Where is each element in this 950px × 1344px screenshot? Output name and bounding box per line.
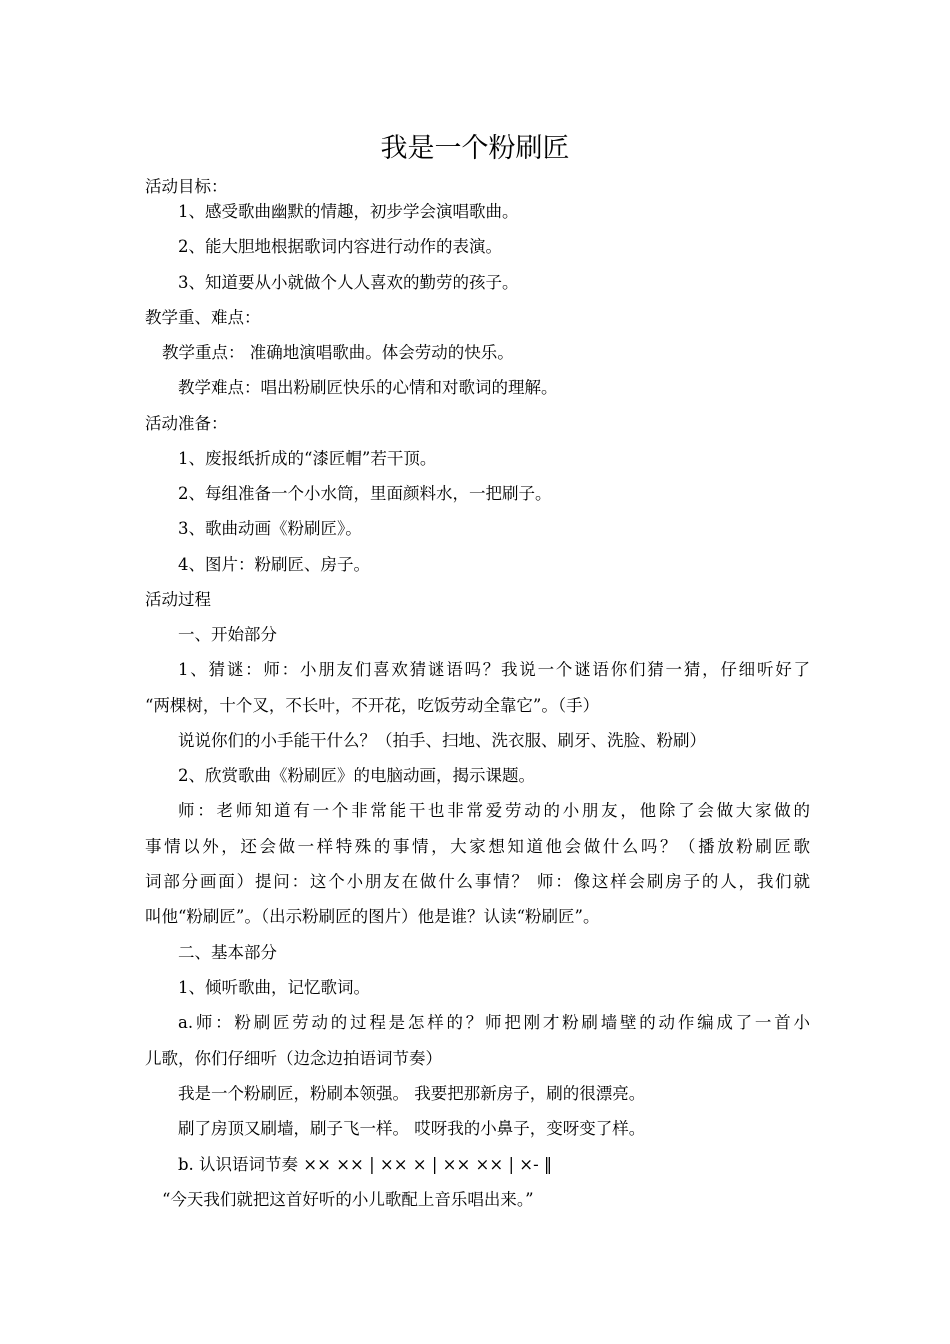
teacher-line-3: 词部分画面）提问：这个小朋友在做什么事情？ 师：像这样会刷房子的人，我们就 bbox=[145, 872, 810, 891]
hands-question: 说说你们的小手能干什么？（拍手、扫地、洗衣服、刷牙、洗脸、粉刷） bbox=[178, 731, 706, 750]
riddle-line-1: 1、猜谜：师：小朋友们喜欢猜谜语吗？我说一个谜语你们猜一猜，仔细听好了 bbox=[178, 660, 810, 679]
step-2: 2、欣赏歌曲《粉刷匠》的电脑动画，揭示课题。 bbox=[178, 766, 535, 785]
part1-heading: 一、开始部分 bbox=[178, 625, 277, 644]
prep-item-1: 1、废报纸折成的“漆匠帽”若干顶。 bbox=[178, 449, 437, 468]
prep-item-3: 3、歌曲动画《粉刷匠》。 bbox=[178, 519, 362, 538]
lyrics-line-1: 我是一个粉刷匠，粉刷本领强。 我要把那新房子，刷的很漂亮。 bbox=[178, 1084, 646, 1103]
prep-item-2: 2、每组准备一个小水筒，里面颜料水，一把刷子。 bbox=[178, 484, 552, 503]
a-line-2: 儿歌，你们仔细听（边念边拍语词节奏） bbox=[145, 1049, 442, 1068]
teacher-line-1: 师：老师知道有一个非常能干也非常爱劳动的小朋友，他除了会做大家做的 bbox=[178, 801, 810, 820]
closing-line: “今天我们就把这首好听的小儿歌配上音乐唱出来。” bbox=[162, 1190, 534, 1209]
process-heading: 活动过程 bbox=[145, 590, 211, 609]
goal-item-3: 3、知道要从小就做个人人喜欢的勤劳的孩子。 bbox=[178, 273, 519, 292]
rhythm-line: b. 认识语词节奏 ×× ×× | ×× × | ×× ×× | ×- ‖ bbox=[178, 1155, 553, 1174]
part2-heading: 二、基本部分 bbox=[178, 943, 277, 962]
prep-item-4: 4、图片：粉刷匠、房子。 bbox=[178, 555, 370, 574]
focus-heading: 教学重、难点： bbox=[145, 308, 261, 327]
document-title: 我是一个粉刷匠 bbox=[380, 133, 570, 164]
goal-item-2: 2、能大胆地根据歌词内容进行动作的表演。 bbox=[178, 237, 502, 256]
lyrics-line-2: 刷了房顶又刷墙，刷子飞一样。 哎呀我的小鼻子，变呀变了样。 bbox=[178, 1119, 646, 1138]
a-line-1: a.师：粉刷匠劳动的过程是怎样的？师把刚才粉刷墙壁的动作编成了一首小 bbox=[178, 1013, 810, 1032]
teacher-line-4: 叫他“粉刷匠”。（出示粉刷匠的图片）他是谁？认读“粉刷匠”。 bbox=[145, 907, 600, 926]
focus-difficulty: 教学难点：唱出粉刷匠快乐的心情和对歌词的理解。 bbox=[178, 378, 558, 397]
goal-item-1: 1、感受歌曲幽默的情趣，初步学会演唱歌曲。 bbox=[178, 202, 519, 221]
prep-heading: 活动准备： bbox=[145, 414, 228, 433]
listen-step: 1、倾听歌曲，记忆歌词。 bbox=[178, 978, 370, 997]
focus-key-point: 教学重点： 准确地演唱歌曲。体会劳动的快乐。 bbox=[162, 343, 514, 362]
riddle-line-2: “两棵树，十个叉，不长叶，不开花，吃饭劳动全靠它”。（手） bbox=[145, 696, 600, 715]
goals-heading: 活动目标： bbox=[145, 177, 228, 196]
teacher-line-2: 事情以外，还会做一样特殊的事情，大家想知道他会做什么吗？（播放粉刷匠歌 bbox=[145, 837, 810, 856]
